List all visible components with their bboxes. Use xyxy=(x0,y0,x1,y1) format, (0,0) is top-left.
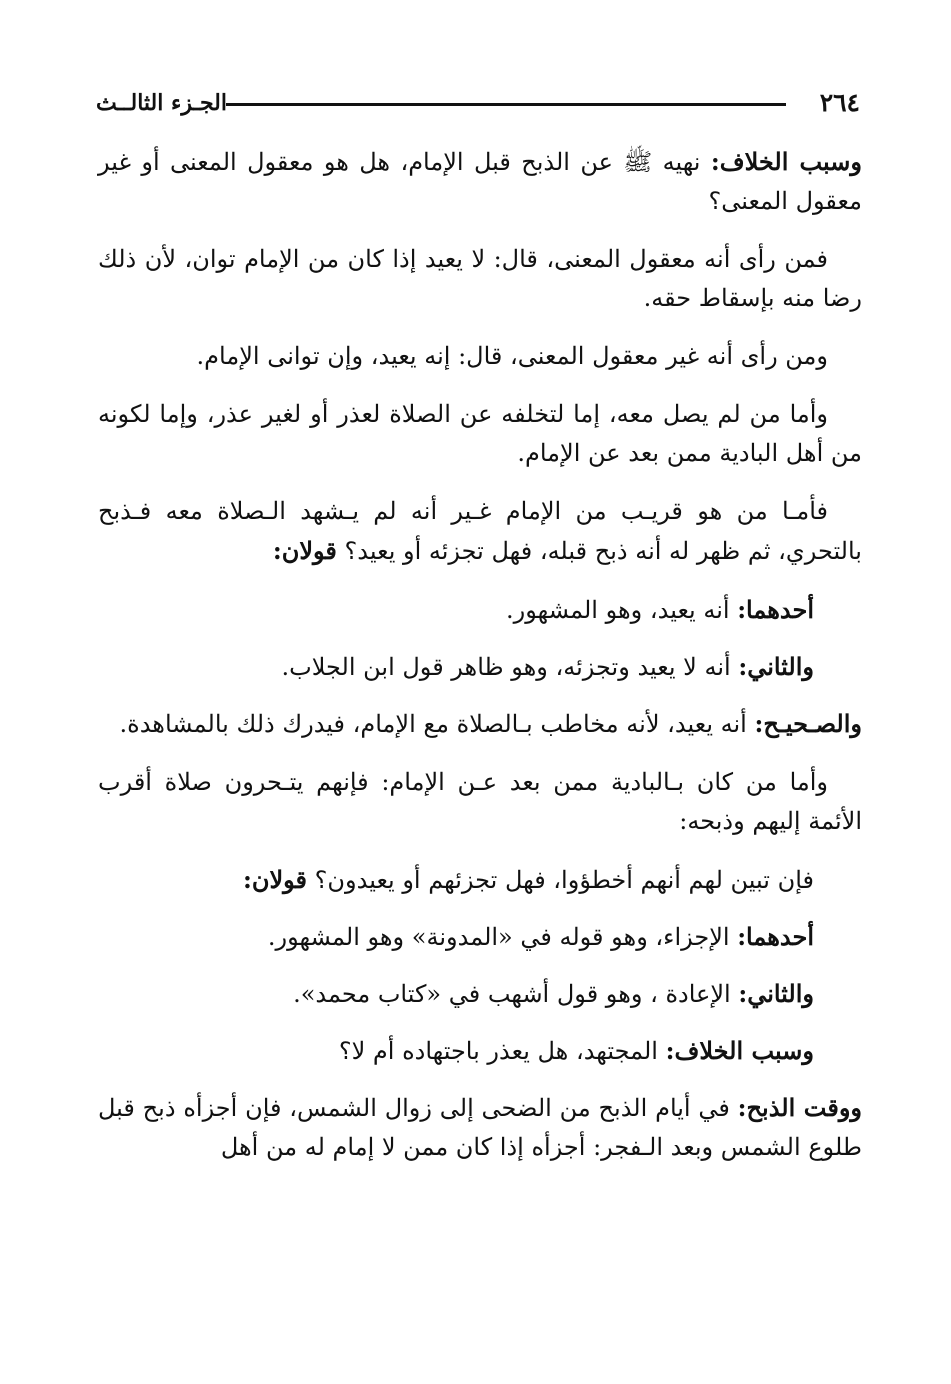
bold-term: والثاني: xyxy=(738,652,814,681)
bold-term: قولان: xyxy=(272,536,337,565)
main-text xyxy=(98,142,862,1186)
paragraph-text: في أيام الذبح من الضحى إلى زوال الشمس، فإن أجزأه ذبح قبل طلوع الشمس وبعد الـفجر: أجزأه إذا كان ممن لا إمام له من أهل xyxy=(98,1094,862,1161)
paragraph xyxy=(98,704,862,744)
paragraph xyxy=(98,395,862,473)
paragraph xyxy=(98,590,862,630)
paragraph-text: الإجزاء، وهو قوله في «المدونة» وهو المشهور. xyxy=(267,923,738,951)
paragraph-text: الإعادة ، وهو قول أشهب في «كتاب محمد». xyxy=(293,980,739,1008)
paragraph-text: فمن رأى أنه معقول المعنى، قال: لا يعيد إذا كان من الإمام توان، لأن ذلك رضا منه بإسقاط حقه. xyxy=(98,245,862,312)
paragraph xyxy=(98,142,862,221)
bold-term: وسبب الخلاف: xyxy=(710,147,862,176)
bold-term: قولان: xyxy=(242,865,308,894)
bold-term: والثاني: xyxy=(738,979,814,1008)
bold-term: أحدهما: xyxy=(737,595,814,624)
page-number: ٢٦٤ xyxy=(819,88,860,117)
paragraph-text: المجتهد، هل يعذر باجتهاده أم لا؟ xyxy=(338,1037,666,1065)
paragraph xyxy=(98,763,862,841)
bold-term: ووقت الذبح: xyxy=(737,1093,862,1122)
paragraph xyxy=(98,860,862,900)
paragraph-text: أنه لا يعيد وتجزئه، وهو ظاهر قول ابن الجلاب. xyxy=(281,653,739,681)
paragraph xyxy=(98,917,862,957)
paragraph-text: أنه يعيد، وهو المشهور. xyxy=(506,596,738,624)
part-title: الجـزء الثالــث xyxy=(96,90,227,116)
paragraph xyxy=(98,974,862,1014)
paragraph-text: نهيه ﷺ عن الذبح قبل الإمام، هل هو معقول المعنى أو غير معقول المعنى؟ xyxy=(98,148,862,215)
paragraph xyxy=(98,1031,862,1071)
page-header xyxy=(96,86,860,120)
paragraph-text: فأمـا من هو قريـب من الإمام غـير أنه لم يـشهد الـصلاة معه فـذبح بالتحري، ثم ظهر له أنه ذبح قبله، فهل تجزئه أو يعيد؟ xyxy=(98,497,862,565)
paragraph-text: ومن رأى أنه غير معقول المعنى، قال: إنه يعيد، وإن توانى الإمام. xyxy=(196,342,828,370)
bold-term: أحدهما: xyxy=(737,922,814,951)
header-rule xyxy=(226,103,786,106)
paragraph-text: وأما من كان بـالبادية ممن بعد عـن الإمام: فإنهم يتـحرون صلاة أقرب الأئمة إليهم وذبحه: xyxy=(98,768,862,835)
paragraph-text: وأما من لم يصل معه، إما لتخلفه عن الصلاة لعذر أو لغير عذر، وإما لكونه من أهل البادية ممن بعد عن الإمام. xyxy=(98,400,862,467)
paragraph xyxy=(98,240,862,318)
bold-term: وسبب الخلاف: xyxy=(665,1036,814,1065)
paragraph xyxy=(98,337,862,376)
paragraph-text: فإن تبين لهم أنهم أخطؤوا، فهل تجزئهم أو يعيدون؟ xyxy=(307,866,814,894)
bold-term: والصـحيـح: xyxy=(754,709,862,738)
paragraph xyxy=(98,647,862,687)
paragraph xyxy=(98,492,862,571)
paragraph xyxy=(98,1088,862,1167)
paragraph-text: أنه يعيد، لأنه مخاطب بـالصلاة مع الإمام، فيدرك ذلك بالمشاهدة. xyxy=(119,710,755,738)
